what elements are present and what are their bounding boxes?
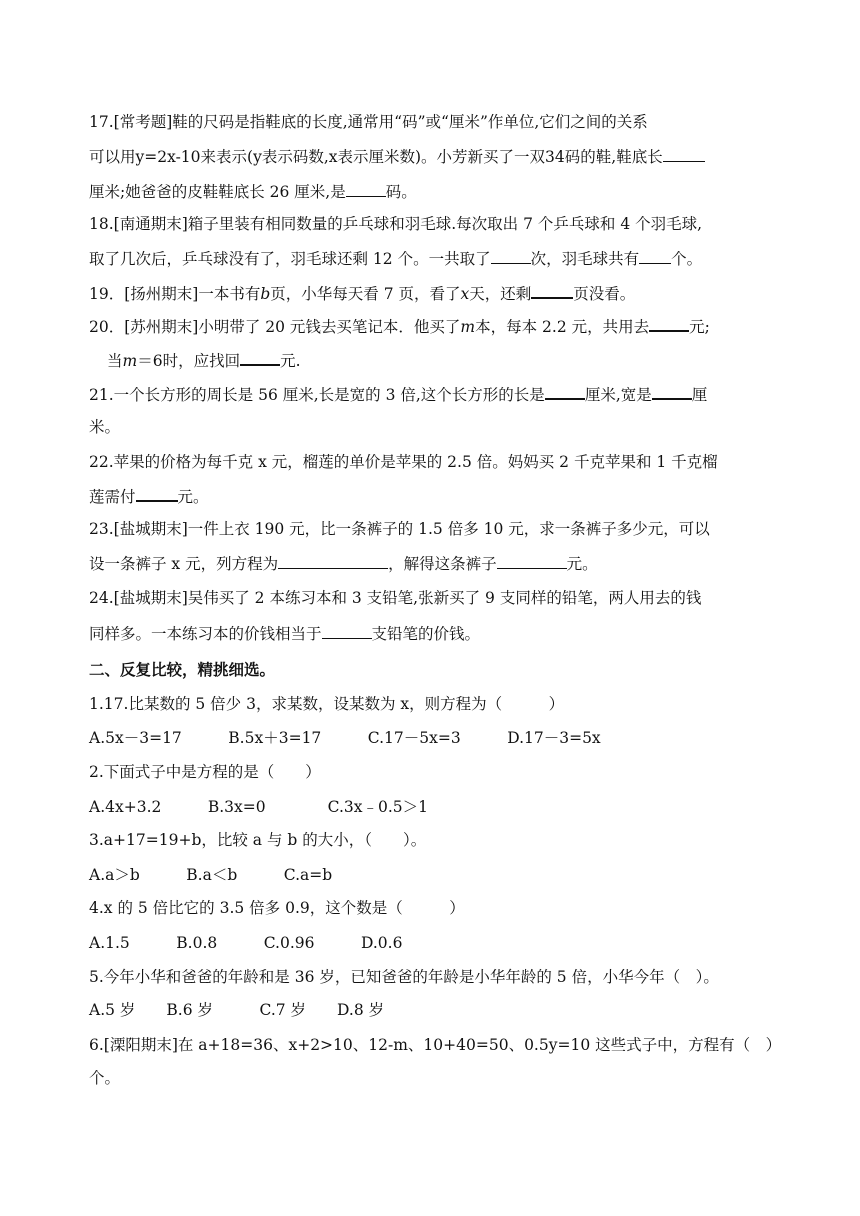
q17-line3 [89, 181, 417, 202]
q23-blank-1[interactable] [278, 553, 388, 569]
q20-var-m2: m [122, 352, 138, 370]
q22-line1: 22.苹果的价格为每千克 x 元，榴莲的单价是苹果的 2.5 倍。妈妈买 2 千克苹果和 1 千克榴 [89, 453, 718, 471]
q19-text: 页，小华每天看 7 页，看了 [270, 285, 461, 303]
q22-blank[interactable] [136, 485, 178, 502]
q20-text: ＝6时，应找回 [137, 352, 241, 370]
q21-text: 厘 [691, 386, 708, 404]
q18-line1: 18.[南通期末]箱子里装有相同数量的乒乓球和羽毛球.每次取出 7 个乒乓球和 4 个羽毛球, [89, 215, 703, 233]
choice-2-options[interactable]: A.4x+3.2 B.3x=0 C.3x﹣0.5＞1 [89, 798, 428, 816]
choice-3-options[interactable]: A.a＞b B.a＜b C.a=b [89, 866, 333, 884]
q17-blank-1[interactable] [663, 146, 705, 162]
q20-blank-2[interactable] [240, 349, 280, 366]
choice-3-question: 3.a+17=19+b，比较 a 与 b 的大小，（ ）。 [89, 831, 427, 849]
q20-line2 [107, 349, 301, 371]
q24-line1: 24.[盐城期末]吴伟买了 2 本练习本和 3 支铅笔,张新买了 9 支同样的铅笔，两人用去的钱 [89, 589, 702, 607]
choice-2-question: 2.下面式子中是方程的是（ ） [89, 763, 321, 781]
choice-5-question: 5.今年小华和爸爸的年龄和是 36 岁，已知爸爸的年龄是小华年龄的 5 倍，小华今年（ ）。 [89, 968, 719, 986]
q20-text: 元; [689, 318, 710, 336]
q21-line2: 米。 [89, 418, 121, 436]
q23-blank-2[interactable] [497, 553, 567, 569]
choice-4-options[interactable]: A.1.5 B.0.8 C.0.96 D.0.6 [89, 934, 403, 952]
section-heading: 二、反复比较，精挑细选。 [89, 661, 276, 679]
q24-text: 支铅笔的价钱。 [371, 625, 481, 643]
q17-line2 [89, 146, 705, 167]
q22-text: 莲需付 [89, 488, 136, 506]
q20-text: 元. [280, 352, 301, 370]
q17-text: 码。 [385, 183, 417, 201]
q23-line2 [89, 553, 598, 574]
q19-text: 天，还剩 [469, 285, 532, 303]
q21-text: 厘米,宽是 [584, 386, 652, 404]
choice-4-question: 4.x 的 5 倍比它的 3.5 倍多 0.9，这个数是（ ） [89, 899, 465, 917]
q21-blank-1[interactable] [545, 383, 585, 400]
q22-text: 元。 [177, 488, 209, 506]
q22-line2 [89, 485, 209, 507]
q20-blank-1[interactable] [649, 315, 689, 332]
q20-var-m: m [460, 318, 476, 336]
q17-text: 厘米;她爸爸的皮鞋鞋底长 26 厘米,是 [89, 183, 346, 201]
q17-text: 可以用y=2x-10来表示(y表示码数,x表示厘米数)。小芳新买了一双34码的鞋,鞋底长 [89, 148, 663, 166]
q24-blank[interactable] [322, 623, 372, 639]
q17-blank-2[interactable] [346, 181, 386, 197]
q18-line2 [89, 248, 702, 269]
choice-6-question-cont: 个。 [89, 1069, 121, 1087]
q21-line1 [89, 383, 707, 405]
q23-text: 元。 [566, 555, 598, 573]
q18-text: 取了几次后，乒乓球没有了，羽毛球还剩 12 个。一共取了 [89, 250, 491, 268]
choice-5-options[interactable]: A.5 岁 B.6 岁 C.7 岁 D.8 岁 [89, 1001, 385, 1019]
q18-text: 次，羽毛球共有 [530, 250, 640, 268]
q23-line1: 23.[盐城期末]一件上衣 190 元，比一条裤子的 1.5 倍多 10 元，求一条裤子多少元，可以 [89, 520, 710, 538]
q19-var-b: b [260, 285, 271, 303]
q23-text: 设一条裤子 x 元，列方程为 [89, 555, 279, 573]
q19-text: 19．[扬州期末]一本书有 [89, 285, 261, 303]
q20-text: 当 [107, 352, 123, 370]
q24-text: 同样多。一本练习本的价钱相当于 [89, 625, 322, 643]
choice-1-options[interactable]: A.5x－3=17 B.5x＋3=17 C.17－5x=3 D.17－3=5x [89, 729, 601, 747]
q18-blank-1[interactable] [491, 248, 531, 264]
q24-line2 [89, 623, 480, 644]
q20-text: 20．[苏州期末]小明带了 20 元钱去买笔记本．他买了 [89, 318, 461, 336]
choice-1-question: 1.17.比某数的 5 倍少 3，求某数，设某数为 x，则方程为（ ） [89, 695, 565, 713]
q19-var-x: x [460, 285, 470, 303]
q19-blank[interactable] [531, 282, 573, 299]
q18-text: 个。 [671, 250, 703, 268]
q21-blank-2[interactable] [652, 383, 692, 400]
choice-6-question: 6.[溧阳期末]在 a+18=36、x+2>10、12-m、10+40=50、0.5y=10 这些式子中，方程有（ ） [89, 1036, 782, 1054]
q20-text: 本，每本 2.2 元，共用去 [475, 318, 650, 336]
q19-line [89, 282, 635, 304]
q21-text: 21.一个长方形的周长是 56 厘米,长是宽的 3 倍,这个长方形的长是 [89, 386, 545, 404]
q20-line1 [89, 315, 710, 337]
q23-text: ，解得这条裤子 [388, 555, 497, 573]
q17-line1: 17.[常考题]鞋的尺码是指鞋底的长度,通常用“码”或“厘米”作单位,它们之间的关系 [89, 113, 648, 131]
q18-blank-2[interactable] [639, 248, 671, 264]
q19-text: 页没看。 [573, 285, 636, 303]
